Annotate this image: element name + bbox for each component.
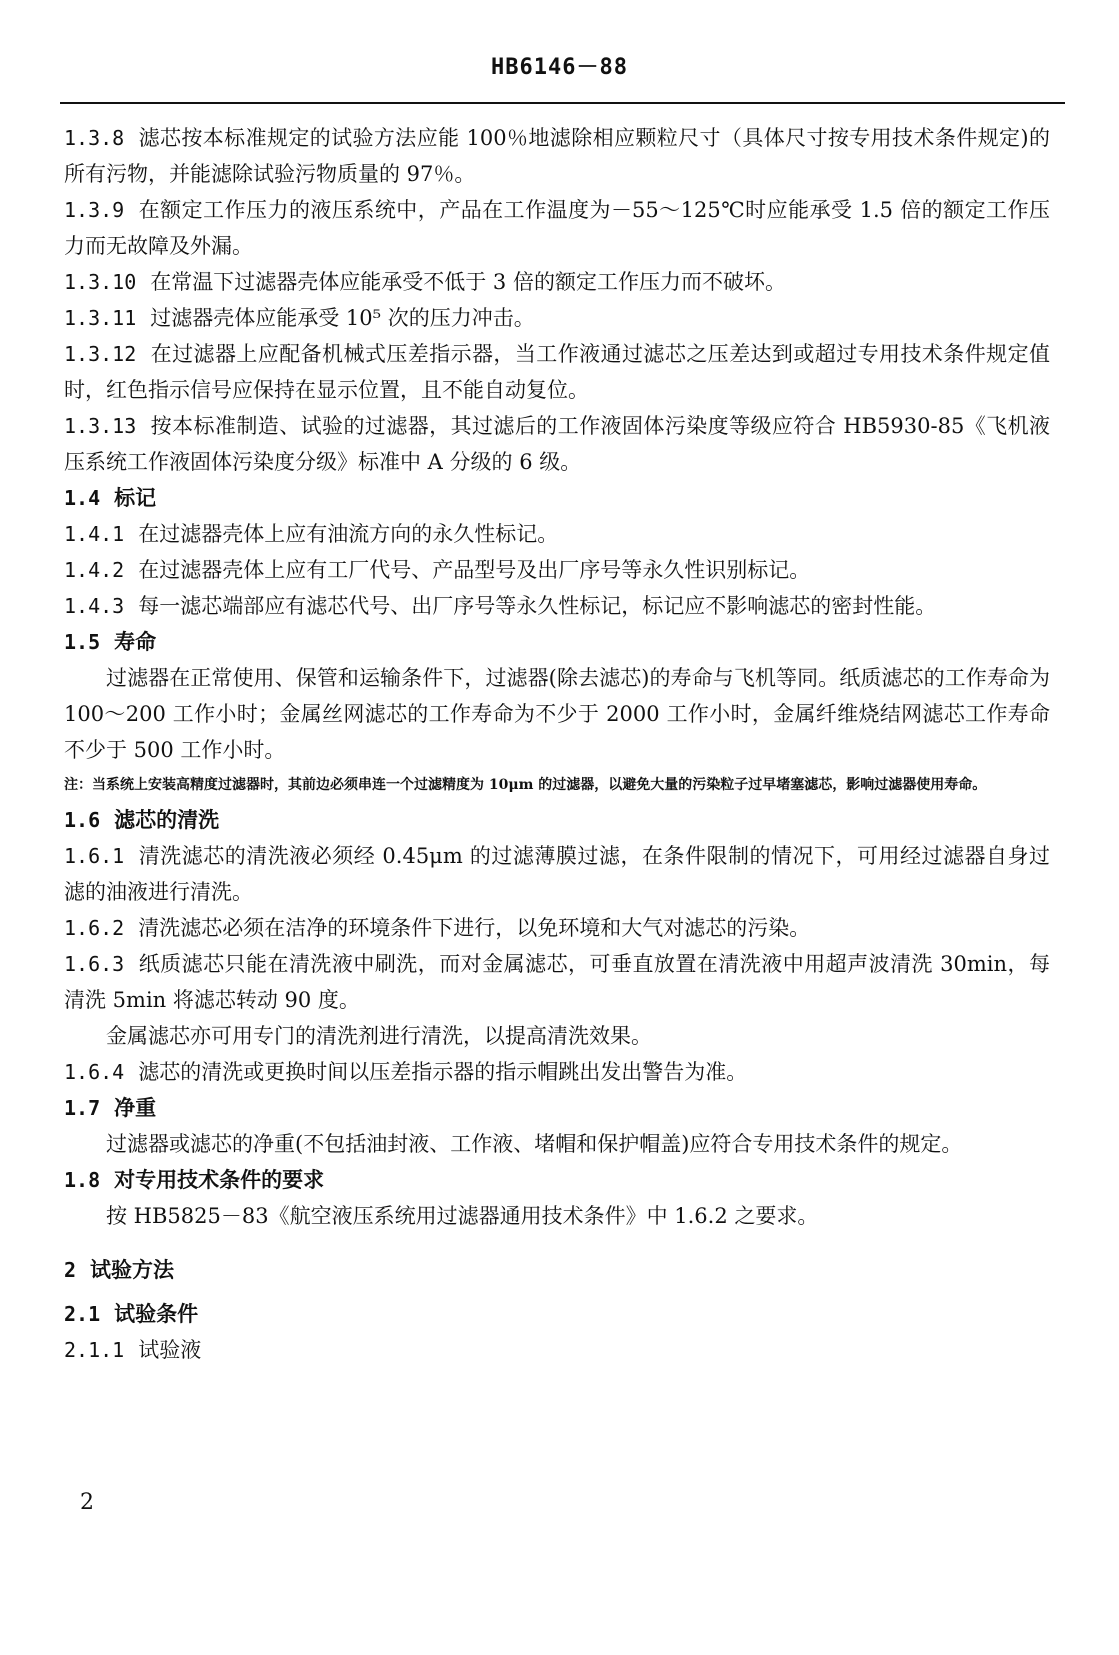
chapter-2-heading: [64, 1252, 1050, 1288]
clause-number: 1.3.12: [64, 342, 137, 366]
clause-number: 1.3.9: [64, 198, 125, 222]
clause-number: 1.4.2: [64, 558, 125, 582]
paragraph-1-7: 过滤器或滤芯的净重(不包括油封液、工作液、堵帽和保护帽盖)应符合专用技术条件的规定。: [106, 1132, 963, 1156]
clause-1-3-8: [64, 120, 1050, 192]
clause-1-3-11: [64, 300, 1050, 336]
section-title: 滤芯的清洗: [114, 807, 220, 832]
section-number: 1.4: [64, 486, 101, 510]
clause-text: 纸质滤芯只能在清洗液中刷洗，而对金属滤芯，可垂直放置在清洗液中用超声波清洗 30min，每清洗 5min 将滤芯转动 90 度。: [64, 952, 1050, 1012]
section-1-6-heading: [64, 802, 1050, 838]
clause-number: 1.6.1: [64, 844, 125, 868]
clause-number: 1.3.13: [64, 414, 137, 438]
clause-1-4-2: [64, 552, 1050, 588]
clause-text: 清洗滤芯必须在洁净的环境条件下进行，以免环境和大气对滤芯的污染。: [138, 916, 811, 940]
section-number: 1.6: [64, 808, 101, 832]
section-number: 2.1.1: [64, 1338, 125, 1362]
header-rule: [60, 102, 1065, 104]
section-1-5-heading: [64, 624, 1050, 660]
clause-text: 在过滤器壳体上应有油流方向的永久性标记。: [138, 522, 559, 546]
paragraph-1-5: 过滤器在正常使用、保管和运输条件下，过滤器(除去滤芯)的寿命与飞机等同。纸质滤芯的工作寿命为 100～200 工作小时；金属丝网滤芯的工作寿命为不少于 2000 工作小时，金属纤维烧结网滤芯工作寿命不少于 500 工作小时。: [64, 666, 1050, 762]
section-number: 1.5: [64, 630, 101, 654]
clause-number: 1.6.2: [64, 916, 125, 940]
paragraph-1-6-3-continued: 金属滤芯亦可用专门的清洗剂进行清洗，以提高清洗效果。: [106, 1024, 652, 1048]
clause-text: 在过滤器上应配备机械式压差指示器，当工作液通过滤芯之压差达到或超过专用技术条件规定值时，红色指示信号应保持在显示位置，且不能自动复位。: [64, 342, 1050, 402]
clause-1-3-12: [64, 336, 1050, 408]
clause-text: 在常温下过滤器壳体应能承受不低于 3 倍的额定工作压力而不破坏。: [150, 270, 786, 294]
clause-text: 清洗滤芯的清洗液必须经 0.45μm 的过滤薄膜过滤，在条件限制的情况下，可用经过滤器自身过滤的油液进行清洗。: [64, 844, 1050, 904]
spacer: [64, 1288, 1050, 1296]
section-title: 净重: [114, 1095, 157, 1120]
clause-text: 按本标准制造、试验的过滤器，其过滤后的工作液固体污染度等级应符合 HB5930-85《飞机液压系统工作液固体污染度分级》标准中 A 分级的 6 级。: [64, 414, 1050, 474]
clause-number: 1.4.1: [64, 522, 125, 546]
chapter-number: 2: [64, 1258, 77, 1282]
clause-1-3-9: [64, 192, 1050, 264]
clause-text: 过滤器壳体应能承受 10⁵ 次的压力冲击。: [150, 306, 535, 330]
section-title: 标记: [114, 485, 157, 510]
section-1-7-heading: [64, 1090, 1050, 1126]
clause-text: 滤芯按本标准规定的试验方法应能 100％地滤除相应颗粒尺寸（具体尺寸按专用技术条件规定)的所有污物，并能滤除试验污物质量的 97％。: [64, 126, 1050, 186]
clause-number: 1.3.10: [64, 270, 137, 294]
section-2-1-1-heading: [64, 1332, 1050, 1368]
clause-1-4-3: [64, 588, 1050, 624]
clause-1-4-1: [64, 516, 1050, 552]
clause-1-6-3: [64, 946, 1050, 1018]
clause-1-3-10: [64, 264, 1050, 300]
spacer: [64, 1234, 1050, 1252]
section-1-8-heading: [64, 1162, 1050, 1198]
section-title: 对专用技术条件的要求: [114, 1167, 325, 1192]
clause-1-3-13: [64, 408, 1050, 480]
clause-number: 1.6.3: [64, 952, 125, 976]
section-2-1-heading: [64, 1296, 1050, 1332]
section-number: 2.1: [64, 1302, 101, 1326]
page-number: 2: [80, 1490, 94, 1515]
clause-number: 1.6.4: [64, 1060, 125, 1084]
clause-number: 1.4.3: [64, 594, 125, 618]
clause-text: 在过滤器壳体上应有工厂代号、产品型号及出厂序号等永久性识别标记。: [138, 558, 811, 582]
clause-text: 在额定工作压力的液压系统中，产品在工作温度为－55～125℃时应能承受 1.5 倍的额定工作压力而无故障及外漏。: [64, 198, 1050, 258]
clause-1-6-1: [64, 838, 1050, 910]
clause-1-6-4: [64, 1054, 1050, 1090]
clause-1-6-2: [64, 910, 1050, 946]
paragraph-1-8: 按 HB5825－83《航空液压系统用过滤器通用技术条件》中 1.6.2 之要求。: [106, 1204, 819, 1228]
document-body: [64, 120, 1050, 1368]
clause-number: 1.3.11: [64, 306, 137, 330]
clause-text: 滤芯的清洗或更换时间以压差指示器的指示帽跳出发出警告为准。: [138, 1060, 748, 1084]
clause-text: 每一滤芯端部应有滤芯代号、出厂序号等永久性标记，标记应不影响滤芯的密封性能。: [138, 594, 937, 618]
chapter-title: 试验方法: [90, 1257, 175, 1282]
section-title: 试验条件: [114, 1301, 199, 1326]
section-title: 寿命: [114, 629, 157, 654]
section-title: 试验液: [138, 1338, 202, 1362]
clause-number: 1.3.8: [64, 126, 125, 150]
section-number: 1.7: [64, 1096, 101, 1120]
note-1-5: 注：当系统上安装高精度过滤器时，其前边必须串连一个过滤精度为 10μm 的过滤器，以避免大量的污染粒子过早堵塞滤芯，影响过滤器使用寿命。: [64, 777, 987, 793]
section-number: 1.8: [64, 1168, 101, 1192]
section-1-4-heading: [64, 480, 1050, 516]
document-code-header: HB6146－88: [491, 55, 628, 80]
